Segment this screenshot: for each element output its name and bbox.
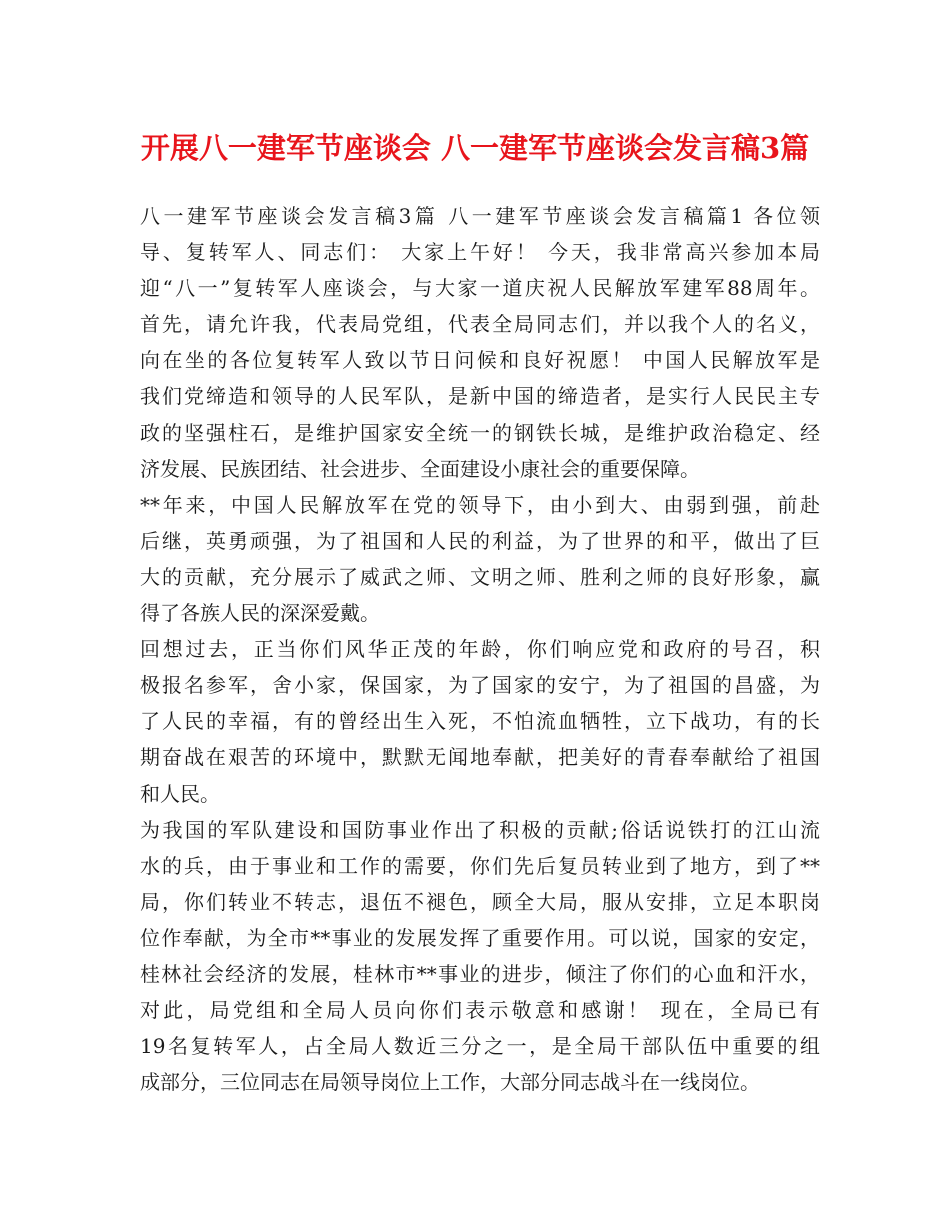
body-line: 首先，请允许我，代表局党组，代表全局同志们，并以我个人的名义，: [140, 312, 820, 337]
body-line: 期奋战在艰苦的环境中，默默无闻地奉献，把美好的青春奉献给了祖国: [140, 745, 820, 770]
body-line: **年来，中国人民解放军在党的领导下，由小到大、由弱到强，前赴: [140, 492, 820, 517]
body-line: 成部分，三位同志在局领导岗位上工作，大部分同志战斗在一线岗位。: [140, 1070, 760, 1095]
body-line: 为我国的军队建设和国防事业作出了积极的贡献;俗话说铁打的江山流: [140, 817, 820, 842]
body-line: 局，你们转业不转志，退伍不褪色，顾全大局，服从安排，立足本职岗: [140, 889, 820, 914]
body-line: 济发展、民族团结、社会进步、全面建设小康社会的重要保障。: [140, 456, 700, 481]
body-line: 了人民的幸福，有的曾经出生入死，不怕流血牺牲，立下战功，有的长: [140, 709, 820, 734]
body-line: 桂林社会经济的发展，桂林市**事业的进步，倾注了你们的心血和汗水，: [140, 961, 820, 986]
document-body: [140, 198, 820, 1100]
body-line: 和人民。: [140, 781, 220, 806]
body-line: 极报名参军，舍小家，保国家，为了国家的安宁，为了祖国的昌盛，为: [140, 673, 820, 698]
body-line: 得了各族人民的深深爱戴。: [140, 601, 380, 626]
body-line: 我们党缔造和领导的人民军队，是新中国的缔造者，是实行人民民主专: [140, 384, 820, 409]
body-line: 对此，局党组和全局人员向你们表示敬意和感谢！ 现在，全局已有: [140, 998, 820, 1023]
body-line: 后继，英勇顽强，为了祖国和人民的利益，为了世界的和平，做出了巨: [140, 528, 820, 553]
body-line: 水的兵，由于事业和工作的需要，你们先后复员转业到了地方，到了**: [140, 853, 820, 878]
body-line: 大的贡献，充分展示了威武之师、文明之师、胜利之师的良好形象，赢: [140, 564, 820, 589]
body-line: 导、复转军人、同志们： 大家上午好！ 今天，我非常高兴参加本局: [140, 240, 820, 265]
body-line: 19名复转军人，占全局人数近三分之一，是全局干部队伍中重要的组: [140, 1034, 820, 1059]
body-line: 向在坐的各位复转军人致以节日问候和良好祝愿！ 中国人民解放军是: [140, 348, 820, 373]
body-line: 八一建军节座谈会发言稿3篇 八一建军节座谈会发言稿篇1 各位领: [140, 204, 820, 228]
body-line: 政的坚强柱石，是维护国家安全统一的钢铁长城，是维护政治稳定、经: [140, 420, 820, 445]
body-line: 位作奉献，为全市**事业的发展发挥了重要作用。可以说，国家的安定，: [140, 925, 820, 950]
document-title: 开展八一建军节座谈会 八一建军节座谈会发言稿3篇: [140, 131, 810, 165]
body-line: 迎“八一”复转军人座谈会，与大家一道庆祝人民解放军建军88周年。: [140, 276, 820, 301]
body-line: 回想过去，正当你们风华正茂的年龄，你们响应党和政府的号召，积: [140, 637, 820, 662]
